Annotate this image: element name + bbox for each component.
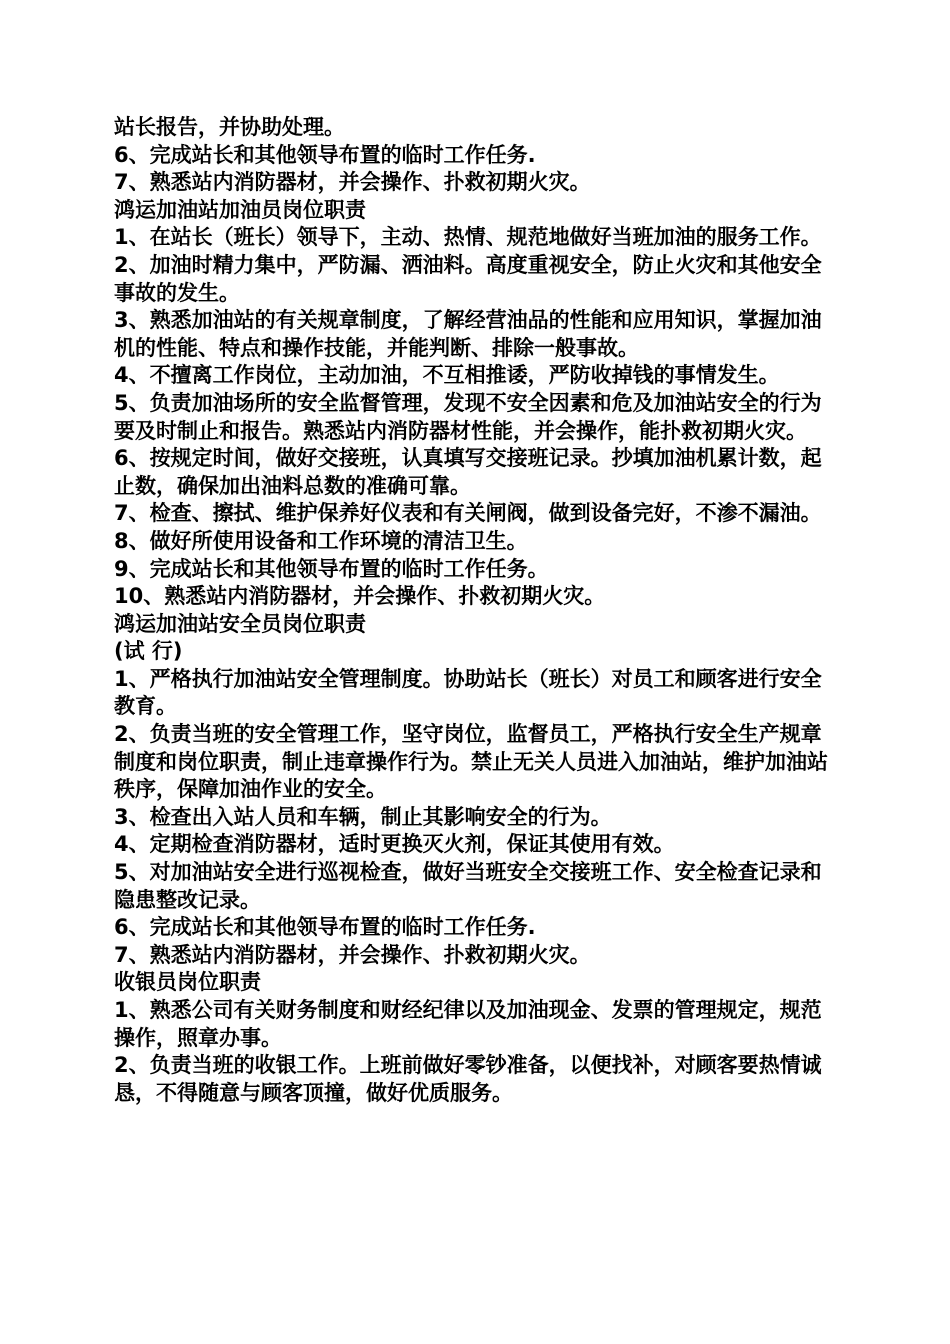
paragraph-7: 3、熟悉加油站的有关规章制度，了解经营油品的性能和应用知识，掌握加油机的性能、特点和操作技能，并能判断、排除一般事故。 bbox=[114, 308, 822, 360]
paragraph-26: 2、负责当班的收银工作。上班前做好零钞准备，以便找补，对顾客要热情诚恳，不得随意与顾客顶撞，做好优质服务。 bbox=[114, 1053, 822, 1105]
paragraph-20: 4、定期检查消防器材，适时更换灭火剂，保证其使用有效。 bbox=[114, 832, 675, 857]
paragraph-1: 站长报告，并协助处理。 bbox=[114, 115, 345, 139]
paragraph-2: 6、完成站长和其他领导布置的临时工作任务. bbox=[114, 142, 536, 167]
section-subheading-trial: (试 行) bbox=[114, 639, 183, 664]
paragraph-11: 7、检查、擦拭、维护保养好仪表和有关闸阀，做到设备完好，不渗不漏油。 bbox=[114, 501, 822, 526]
paragraph-18: 2、负责当班的安全管理工作，坚守岗位，监督员工，严格执行安全生产规章制度和岗位职责，制止违章操作行为。禁止无关人员进入加油站，维护加油站秩序，保障加油作业的安全。 bbox=[114, 722, 828, 802]
paragraph-8: 4、不擅离工作岗位，主动加油，不互相推诿，严防收掉钱的事情发生。 bbox=[114, 363, 780, 388]
paragraph-5: 1、在站长（班长）领导下，主动、热情、规范地做好当班加油的服务工作。 bbox=[114, 225, 822, 250]
paragraph-23: 7、熟悉站内消防器材，并会操作、扑救初期火灾。 bbox=[114, 942, 591, 967]
paragraph-13: 9、完成站长和其他领导布置的临时工作任务。 bbox=[114, 556, 549, 581]
document-page bbox=[114, 114, 838, 1107]
section-heading-safety-officer: 鸿运加油站安全员岗位职责 bbox=[114, 611, 366, 636]
section-heading-cashier: 收银员岗位职责 bbox=[114, 970, 261, 995]
paragraph-10: 6、按规定时间，做好交接班，认真填写交接班记录。抄填加油机累计数，起止数，确保加出油料总数的准确可靠。 bbox=[114, 446, 822, 498]
paragraph-22: 6、完成站长和其他领导布置的临时工作任务. bbox=[114, 915, 536, 940]
paragraph-21: 5、对加油站安全进行巡视检查，做好当班安全交接班工作、安全检查记录和隐患整改记录。 bbox=[114, 860, 822, 912]
paragraph-25: 1、熟悉公司有关财务制度和财经纪律以及加油现金、发票的管理规定，规范操作，照章办事。 bbox=[114, 998, 822, 1050]
paragraph-17: 1、严格执行加油站安全管理制度。协助站长（班长）对员工和顾客进行安全教育。 bbox=[114, 666, 822, 719]
paragraph-19: 3、检查出入站人员和车辆，制止其影响安全的行为。 bbox=[114, 804, 612, 829]
paragraph-14: 10、熟悉站内消防器材，并会操作、扑救初期火灾。 bbox=[114, 584, 606, 609]
section-heading-refueler: 鸿运加油站加油员岗位职责 bbox=[114, 197, 366, 222]
paragraph-12: 8、做好所使用设备和工作环境的清洁卫生。 bbox=[114, 528, 528, 553]
paragraph-6: 2、加油时精力集中，严防漏、洒油料。高度重视安全，防止火灾和其他安全事故的发生。 bbox=[114, 252, 822, 305]
paragraph-3: 7、熟悉站内消防器材，并会操作、扑救初期火灾。 bbox=[114, 170, 591, 195]
paragraph-9: 5、负责加油场所的安全监督管理，发现不安全因素和危及加油站安全的行为要及时制止和报告。熟悉站内消防器材性能，并会操作，能扑救初期火灾。 bbox=[114, 390, 822, 443]
